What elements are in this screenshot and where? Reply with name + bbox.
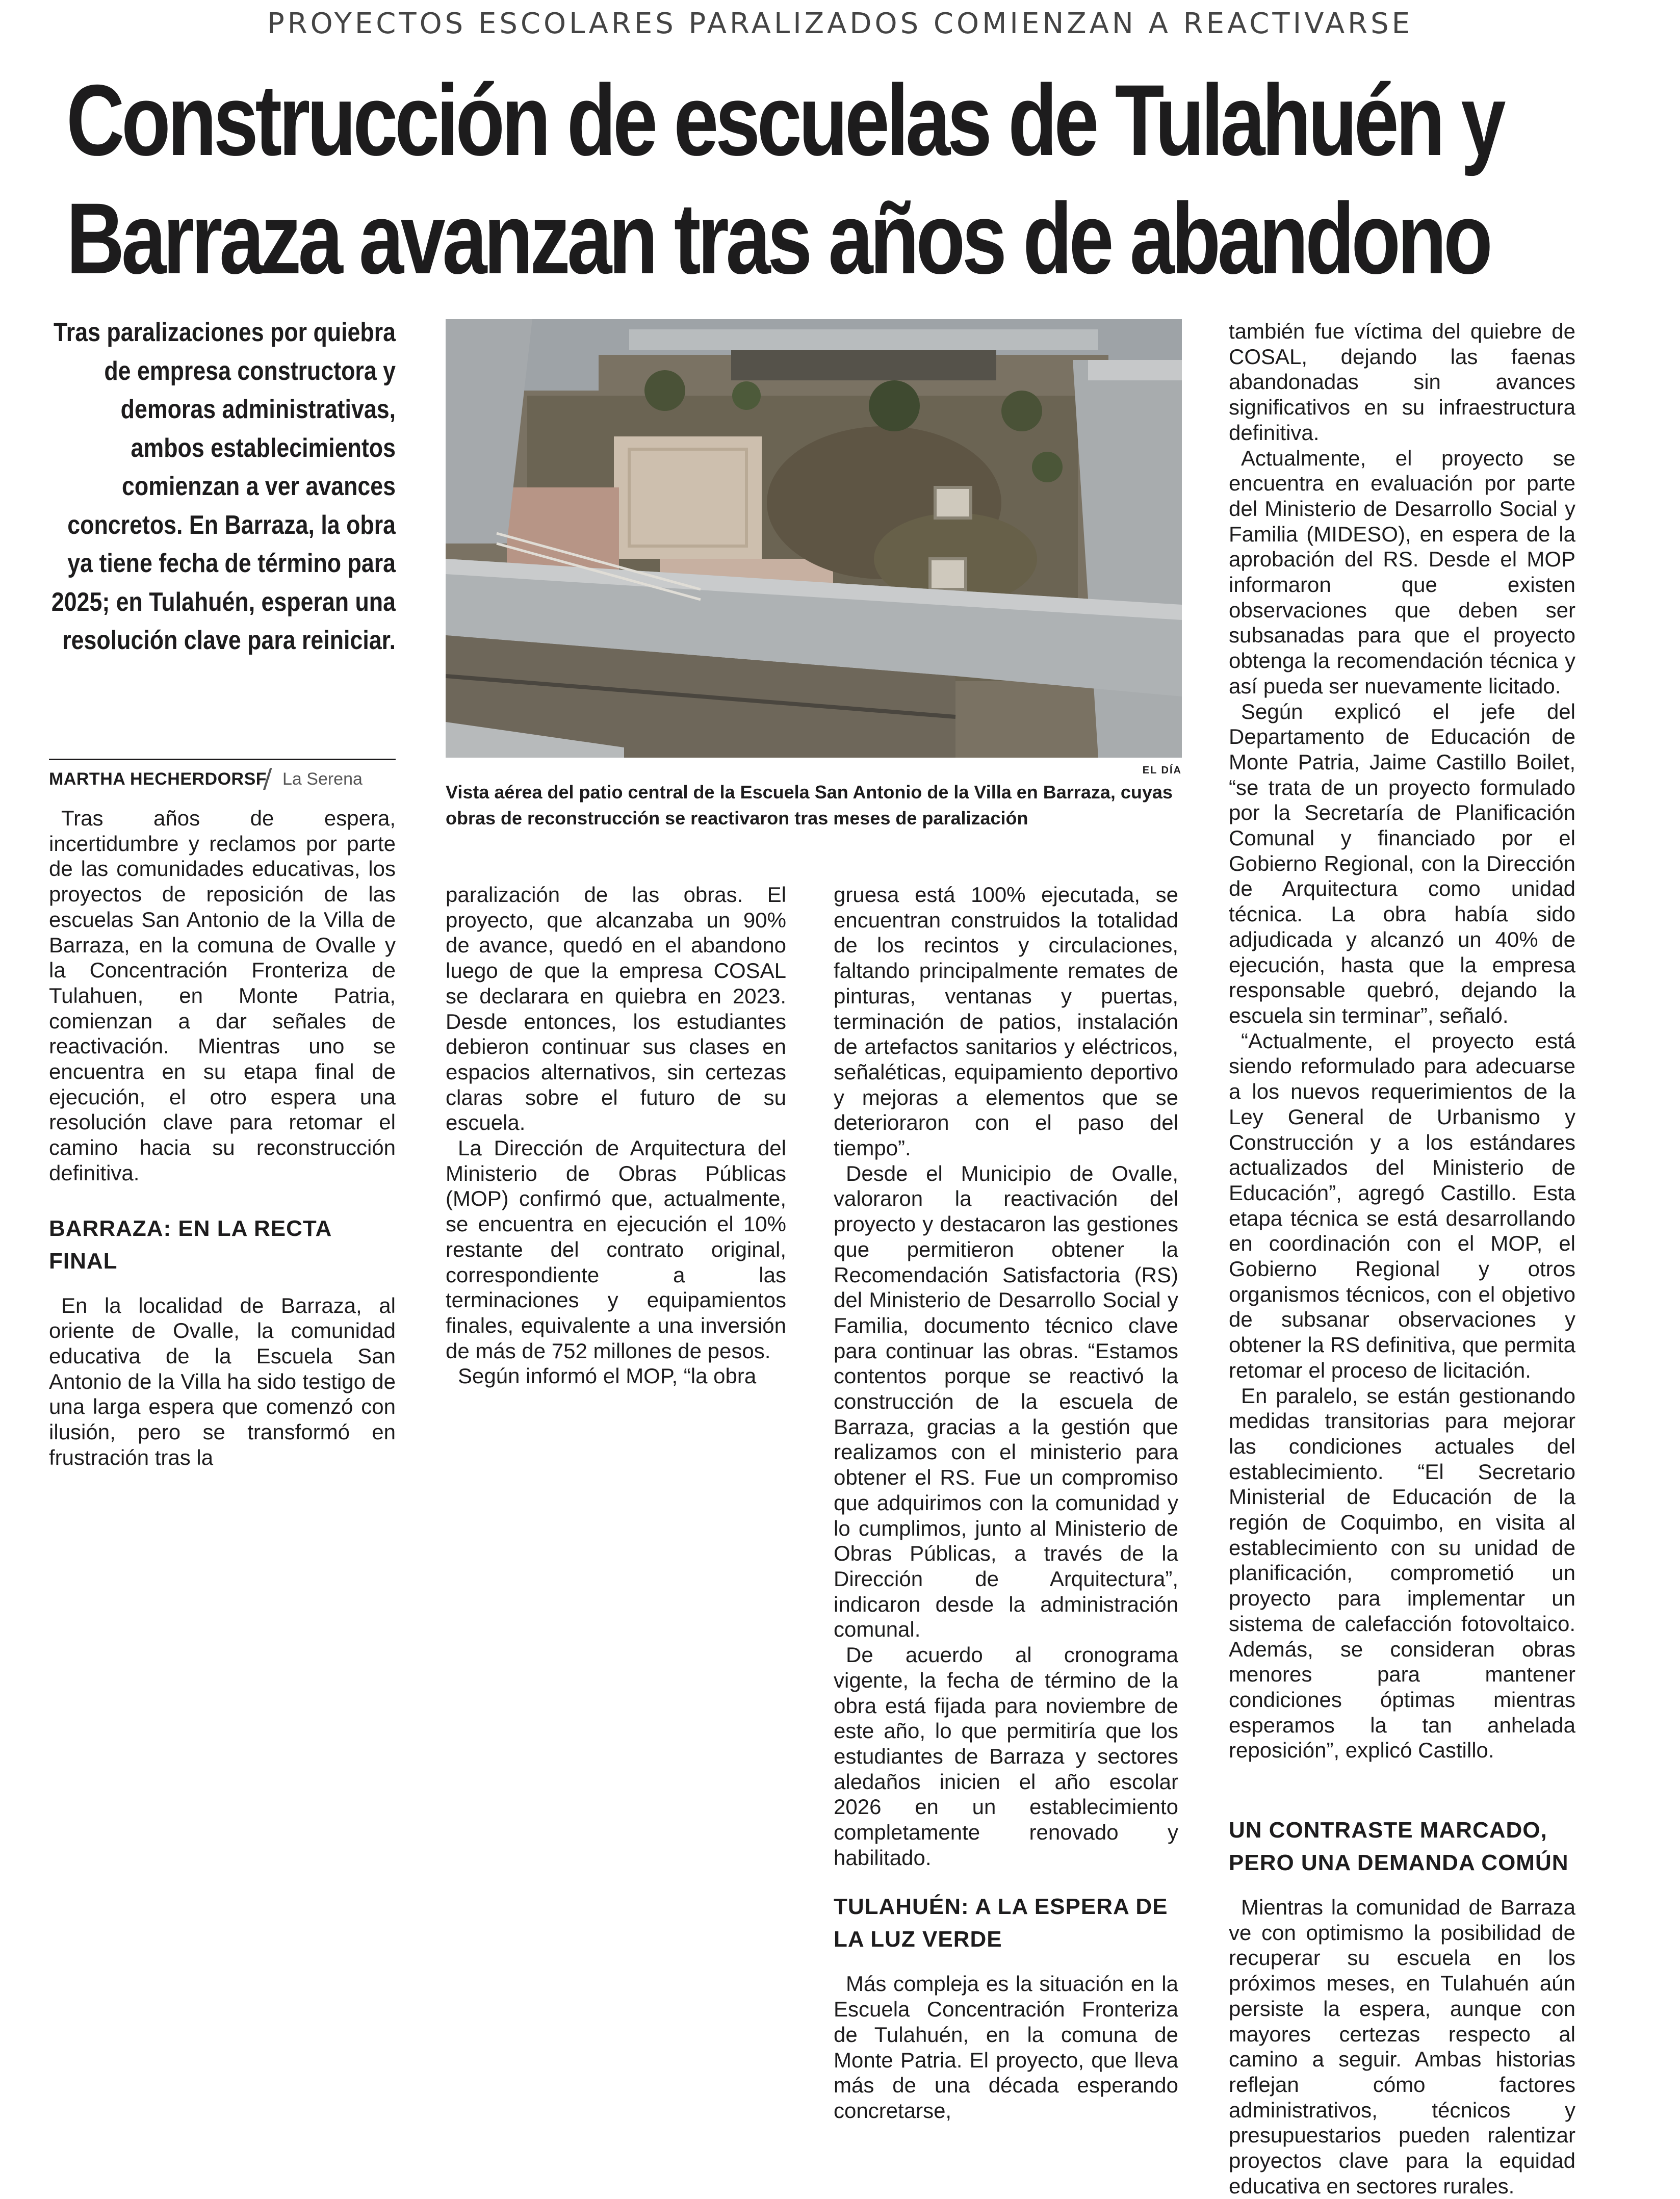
article-column-4 — [1229, 319, 1575, 2199]
article-paragraph: paralización de las obras. El proyecto, que alcanzaba un 90% de avance, quedó en el abandono luego de que la empresa COSAL se declarara en quiebra en 2023. Desde entonces, los estudiantes debieron continuar sus clases en espacios alternativos, sin certezas claras sobre el futuro de su escuela. — [446, 883, 786, 1135]
article-paragraph: gruesa está 100% ejecutada, se encuentran construidos la totalidad de los recintos y circulaciones, faltando principalmente remates de pinturas, ventanas y puertas, terminación de patios, instalación de artefactos sanitarios y eléctricos, señaléticas, equipamiento deportivo y mejoras a elementos que se deterioraron con el paso del tiempo”. — [834, 883, 1178, 1160]
article-paragraph: Actualmente, el proyecto se encuentra en evaluación por parte del Ministerio de Desarrollo Social y Familia (MIDESO), en espera de la aprobación del RS. Desde el MOP informaron que existen observaciones que deben ser subsanadas para que el proyecto obtenga la recomendación técnica y así pueda ser nuevamente licitado. — [1229, 446, 1575, 698]
byline-author: MARTHA HECHERDORSF — [49, 769, 267, 789]
article-paragraph: Más compleja es la situación en la Escuela Concentración Fronteriza de Tulahuén, en la comuna de Monte Patria. El proyecto, que lleva más de una década esperando concretarse, — [834, 1972, 1178, 2123]
section-heading-barraza: BARRAZA: EN LA RECTA FINAL — [49, 1215, 331, 1274]
kicker: PROYECTOS ESCOLARES PARALIZADOS COMIENZAN A REACTIVARSE — [267, 7, 1413, 40]
article-paragraph: De acuerdo al cronograma vigente, la fecha de término de la obra está fijada para noviembre de este año, lo que permitiría que los estudiantes de Barraza y sectores aledaños inicien el año escolar 2026 en un establecimiento completamente renovado y habilitado. — [834, 1643, 1178, 1870]
article-column-1 — [49, 806, 396, 1470]
headline — [66, 61, 1657, 298]
article-paragraph: En la localidad de Barraza, al oriente de Ovalle, la comunidad educativa de la Escuela San Antonio de la Villa ha sido testigo de una larga espera que comenzó con ilusión, pero se transformó en frustración tras la — [49, 1293, 396, 1469]
byline-divider: / — [263, 763, 272, 794]
aerial-photo — [446, 319, 1182, 758]
photo-credit: EL DÍA — [1142, 765, 1182, 776]
section-heading-contraste: UN CONTRASTE MARCADO, PERO UNA DEMANDA COMÚN — [1229, 1818, 1569, 1876]
article-column-2 — [446, 882, 786, 1389]
article-paragraph: Desde el Municipio de Ovalle, valoraron la reactivación del proyecto y destacaron las gestiones que permitieron obtener la Recomendación Satisfactoria (RS) del Ministerio de Desarrollo Social y Familia, documento técnico clave para continuar las obras. “Estamos contentos porque se reactivó la construcción de la escuela de Barraza, gracias a la gestión que realizamos con el ministerio para obtener el RS. Fue un compromiso que adquirimos con la comunidad y lo cumplimos, junto al Ministerio de Obras Públicas, a través de la Dirección de Arquitectura”, indicaron desde la administración comunal. — [834, 1161, 1178, 1642]
article-column-3 — [834, 882, 1178, 2124]
byline — [49, 759, 396, 794]
article-paragraph: Mientras la comunidad de Barraza ve con optimismo la posibilidad de recuperar su escuela en los próximos meses, en Tulahuén aún persiste la espera, aunque con mayores certezas respecto al camino a seguir. Ambas historias reflejan cómo factores administrativos, técnicos y presupuestarios pueden ralentizar proyectos clave para la equidad educativa en sectores rurales. — [1229, 1895, 1575, 2198]
article-paragraph: Según explicó el jefe del Departamento de Educación de Monte Patria, Jaime Castillo Boilet, “se trata de un proyecto formulado por la Secretaría de Planificación Comunal y financiado por el Gobierno Regional, con la Dirección de Arquitectura como unidad técnica. La obra había sido adjudicada y alcanzó un 40% de ejecución, hasta que la empresa responsable quebró, dejando la escuela sin terminar”, señaló. — [1229, 699, 1575, 1027]
article-paragraph: La Dirección de Arquitectura del Ministerio de Obras Públicas (MOP) confirmó que, actualmente, se encuentra en ejecución el 10% restante del contrato original, correspondiente a las terminaciones y equipamientos finales, equivalente a una inversión de más de 752 millones de pesos. — [446, 1136, 786, 1363]
headline-line-2: Barraza avanzan tras años de abandono — [66, 182, 1490, 295]
lede: Tras paralizaciones por quiebra de empresa constructora y demoras administrativas, ambos establecimientos comienzan a ver avances concretos. En Barraza, la obra ya tiene fecha de término para 2025; en Tulahuén, esperan una resolución clave para reiniciar. — [51, 318, 396, 655]
article-paragraph: Tras años de espera, incertidumbre y reclamos por parte de las comunidades educativas, los proyectos de reposición de las escuelas San Antonio de la Villa de Barraza, en la comuna de Ovalle y la Concentración Fronteriza de Tulahuen, en Monte Patria, comienzan a dar señales de reactivación. Mientras uno se encuentra en su etapa final de ejecución, el otro espera una resolución clave para retomar el camino hacia su reconstrucción definitiva. — [49, 806, 396, 1185]
photo-caption: Vista aérea del patio central de la Escuela San Antonio de la Villa en Barraza, cuyas obras de reconstrucción se reactivaron tras meses de paralización — [446, 782, 1173, 829]
article-paragraph: también fue víctima del quiebre de COSAL, dejando las faenas abandonadas sin avances significativos en su infraestructura definitiva. — [1229, 319, 1575, 445]
section-heading-tulahuen: TULAHUÉN: A LA ESPERA DE LA LUZ VERDE — [834, 1894, 1168, 1952]
school-courtyard-image — [446, 319, 1182, 758]
article-paragraph: “Actualmente, el proyecto está siendo reformulado para adecuarse a los nuevos requerimientos de la Ley General de Urbanismo y Construcción y a los estándares actualizados del Ministerio de Educación”, agregó Castillo. Esta etapa técnica se está desarrollando en coordinación con el MOP, el Gobierno Regional y otros organismos técnicos, con el objetivo de subsanar observaciones y obtener la RS definitiva, que permita retomar el proceso de licitación. — [1229, 1028, 1575, 1382]
byline-location: La Serena — [282, 769, 363, 789]
headline-line-1: Construcción de escuelas de Tulahuén y — [66, 64, 1503, 176]
article-paragraph: Según informó el MOP, “la obra — [458, 1364, 757, 1388]
article-paragraph: En paralelo, se están gestionando medidas transitorias para mejorar las condiciones actuales del establecimiento. “El Secretario Ministerial de Educación de la región de Coquimbo, en visita al establecimiento con su unidad de planificación, comprometió un proyecto para implementar un sistema de calefacción fotovoltaico. Además, se consideran obras menores para mantener condiciones óptimas mientras esperamos la tan anhelada reposición”, explicó Castillo. — [1229, 1383, 1575, 1763]
